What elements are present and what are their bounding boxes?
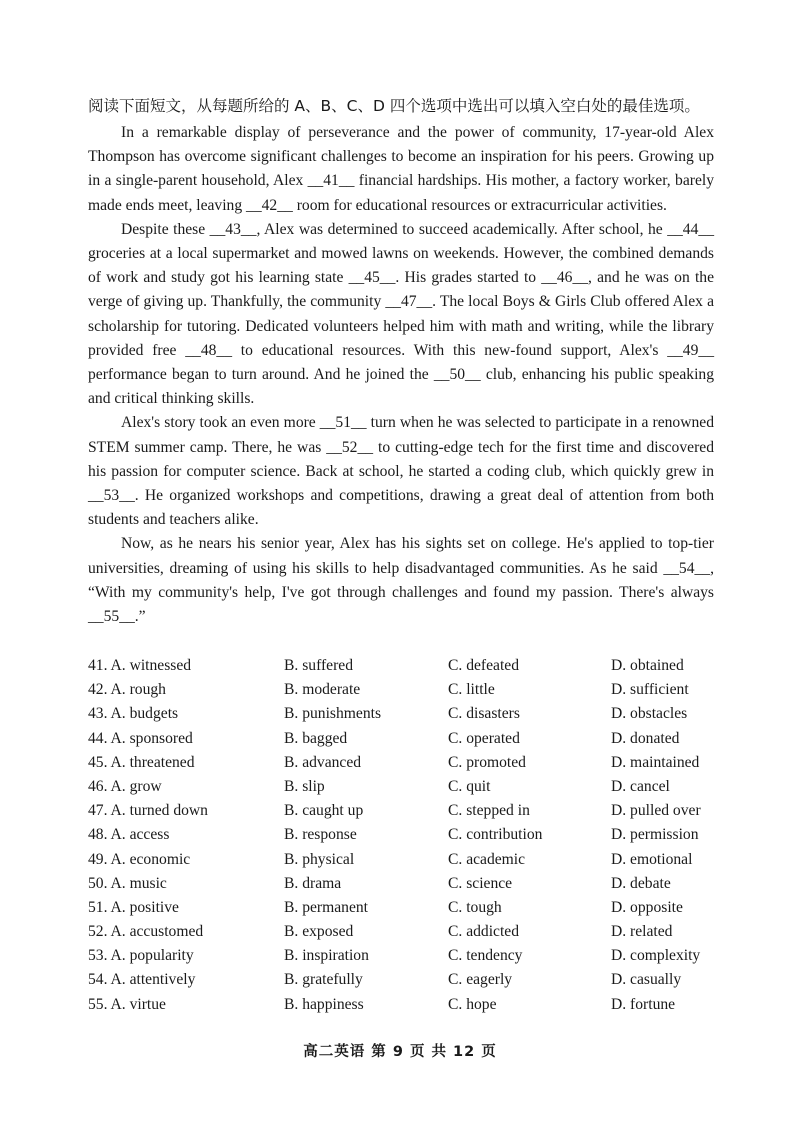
option-d: D. emotional bbox=[611, 850, 693, 868]
option-d: D. fortune bbox=[611, 995, 676, 1013]
option-a: 53. A. popularity bbox=[88, 947, 194, 965]
option-d: D. maintained bbox=[611, 753, 700, 771]
option-a: 47. A. turned down bbox=[88, 802, 208, 820]
option-row-52 bbox=[88, 920, 728, 944]
option-a: 46. A. grow bbox=[88, 777, 162, 795]
option-row-50 bbox=[88, 872, 728, 896]
option-a: 50. A. music bbox=[88, 874, 167, 892]
option-b: B. physical bbox=[284, 850, 355, 868]
option-c: C. quit bbox=[448, 777, 491, 795]
passage-paragraph-1: In a remarkable display of perseverance and the power of community, 17-year-old Alex Thompson has overcome significant challenges to become an inspiration for his peers. Growing up in a single-parent household, Alex __41__ financial hardships. His mother, a factory worker, barely made ends meet, leaving __42__ room for educational resources or extracurricular activities. bbox=[88, 124, 714, 214]
option-a: 43. A. budgets bbox=[88, 705, 179, 723]
option-b: B. suffered bbox=[284, 657, 353, 674]
option-b: B. moderate bbox=[284, 681, 361, 699]
option-c: C. eagerly bbox=[448, 971, 513, 989]
option-row-45 bbox=[88, 751, 728, 775]
page-footer: 高二英语 第 9 页 共 12 页 bbox=[303, 1044, 497, 1060]
option-a: 48. A. access bbox=[88, 826, 170, 844]
option-d: D. related bbox=[611, 923, 673, 941]
option-row-53 bbox=[88, 944, 728, 968]
option-a: 41. A. witnessed bbox=[88, 657, 192, 674]
option-row-54 bbox=[88, 968, 728, 992]
option-row-41 bbox=[88, 654, 728, 678]
answer-options bbox=[88, 654, 728, 1017]
option-a: 44. A. sponsored bbox=[88, 729, 193, 747]
option-c: C. science bbox=[448, 874, 513, 892]
passage-paragraph-3: Alex's story took an even more __51__ turn when he was selected to participate in a renowned STEM summer camp. There, he was __52__ to cutting-edge tech for the first time and discovered his passion for computer science. Back at school, he started a coding club, which quickly grew in __53__. He organized workshops and competitions, drawing a great deal of attention from both students and teachers alike. bbox=[88, 414, 714, 529]
option-d: D. complexity bbox=[611, 947, 701, 965]
option-row-42 bbox=[88, 678, 728, 702]
option-row-55 bbox=[88, 993, 728, 1017]
option-a: 51. A. positive bbox=[88, 898, 179, 916]
option-row-43 bbox=[88, 702, 728, 726]
option-b: B. slip bbox=[284, 777, 325, 795]
option-c: C. addicted bbox=[448, 923, 520, 941]
option-a: 49. A. economic bbox=[88, 850, 191, 868]
option-d: D. obtained bbox=[611, 657, 684, 674]
passage-paragraph-4: Now, as he nears his senior year, Alex has his sights set on college. He's applied to top-tier universities, dreaming of using his skills to help disadvantaged communities. As he said __54__, “With my community's help, I've got through challenges and found my passion. There's always __55__.” bbox=[88, 535, 714, 626]
option-row-49 bbox=[88, 848, 728, 872]
option-d: D. donated bbox=[611, 729, 680, 747]
option-c: C. disasters bbox=[448, 705, 520, 723]
option-d: D. pulled over bbox=[611, 802, 701, 820]
option-b: B. permanent bbox=[284, 898, 369, 916]
option-row-44 bbox=[88, 727, 728, 751]
option-a: 55. A. virtue bbox=[88, 995, 166, 1013]
option-c: C. operated bbox=[448, 729, 520, 747]
option-a: 54. A. attentively bbox=[88, 971, 196, 989]
passage-paragraph-2: Despite these __43__, Alex was determined to succeed academically. After school, he __44__ groceries at a local supermarket and mowed lawns on weekends. However, the combined demands of work and study got his learning state __45__. His grades started to __46__, and he was on the verge of giving up. Thankfully, the community __47__. The local Boys & Girls Club offered Alex a scholarship for tutoring. Dedicated volunteers helped him with math and writing, while the library provided free __48__ to educational resources. With this new-found support, Alex's __49__ performance began to turn around. And he joined the __50__ club, enhancing his public speaking and critical thinking skills. bbox=[88, 220, 714, 408]
option-c: C. hope bbox=[448, 995, 497, 1013]
cloze-passage bbox=[88, 121, 714, 629]
option-b: B. drama bbox=[284, 874, 342, 892]
option-d: D. debate bbox=[611, 874, 671, 892]
option-a: 45. A. threatened bbox=[88, 753, 195, 771]
option-d: D. cancel bbox=[611, 777, 670, 795]
option-c: C. tough bbox=[448, 898, 502, 916]
option-d: D. opposite bbox=[611, 898, 683, 916]
option-c: C. little bbox=[448, 681, 495, 699]
option-row-47 bbox=[88, 799, 728, 823]
option-d: D. obstacles bbox=[611, 705, 688, 723]
option-b: B. inspiration bbox=[284, 947, 369, 965]
option-d: D. permission bbox=[611, 826, 699, 844]
option-b: B. gratefully bbox=[284, 971, 363, 989]
option-row-48 bbox=[88, 823, 728, 847]
option-a: 52. A. accustomed bbox=[88, 923, 204, 941]
option-c: C. promoted bbox=[448, 753, 526, 771]
option-a: 42. A. rough bbox=[88, 681, 166, 699]
option-row-46 bbox=[88, 775, 728, 799]
option-row-51 bbox=[88, 896, 728, 920]
option-c: C. tendency bbox=[448, 947, 523, 965]
option-b: B. happiness bbox=[284, 995, 364, 1013]
section-instruction: 阅读下面短文，从每题所给的 A、B、C、D 四个选项中选出可以填入空白处的最佳选项。 bbox=[88, 97, 700, 115]
option-d: D. sufficient bbox=[611, 681, 689, 699]
option-b: B. punishments bbox=[284, 705, 382, 723]
option-c: C. stepped in bbox=[448, 802, 530, 820]
option-d: D. casually bbox=[611, 971, 682, 989]
option-c: C. contribution bbox=[448, 826, 543, 844]
option-b: B. bagged bbox=[284, 729, 348, 747]
option-b: B. response bbox=[284, 826, 357, 844]
option-b: B. exposed bbox=[284, 923, 354, 941]
option-b: B. caught up bbox=[284, 802, 364, 820]
option-c: C. academic bbox=[448, 850, 526, 868]
option-c: C. defeated bbox=[448, 657, 520, 674]
option-b: B. advanced bbox=[284, 753, 362, 771]
